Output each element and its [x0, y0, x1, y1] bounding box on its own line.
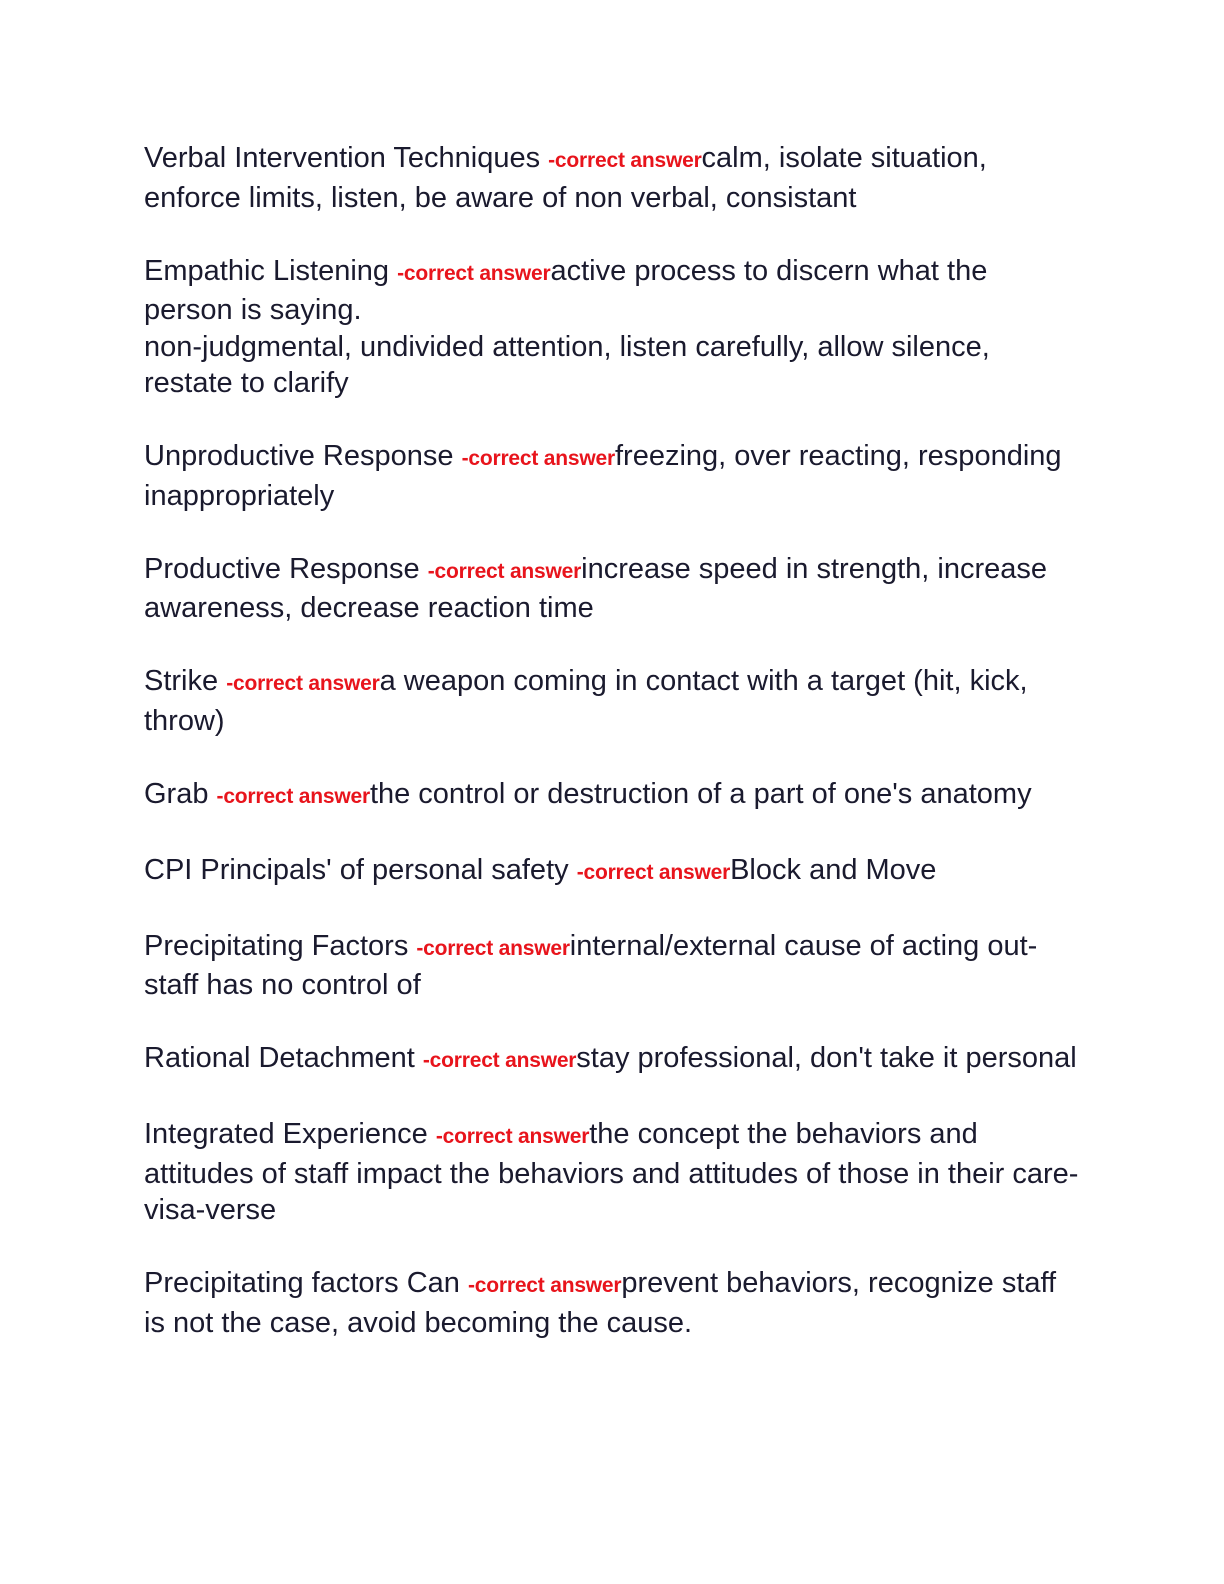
correct-answer-marker: -correct answer [461, 447, 615, 470]
correct-answer-marker: -correct answer [435, 1125, 590, 1148]
entry-term: Unproductive Response [144, 440, 462, 472]
flashcard-entry [144, 1116, 1084, 1229]
flashcard-entry [144, 140, 1084, 216]
entry-term: Verbal Intervention Techniques [144, 142, 549, 174]
correct-answer-marker: -correct answer [216, 784, 370, 808]
entry-definition: stay professional, don't take it personal [576, 1042, 1077, 1074]
correct-answer-marker: -correct answer [226, 672, 380, 695]
flashcard-entry [144, 852, 1084, 892]
entry-definition-line: non-judgmental, undivided attention, listen carefully, allow silence, restate to clarify [144, 330, 990, 399]
correct-answer-marker: -correct answer [422, 1049, 577, 1072]
entry-term: Integrated Experience [144, 1118, 436, 1150]
entry-definition: Block and Move [730, 853, 937, 886]
entry-definition: freezing, over reacting, responding inappropriately [144, 440, 1062, 512]
flashcard-entry [144, 438, 1084, 514]
flashcard-entry [144, 551, 1084, 627]
entry-definition: the concept the behaviors and attitudes of staff impact the behaviors and attitudes of those in their care- visa-verse [144, 1118, 1079, 1226]
entry-term: Productive Response [144, 552, 428, 585]
entry-term: Precipitating Factors [144, 929, 417, 962]
document-page [144, 140, 1084, 1378]
entry-definition: increase speed in strength, increase awareness, decrease reaction time [144, 552, 1048, 624]
entry-definition: the control or destruction of a part of one's anatomy [369, 777, 1032, 810]
entry-definition: prevent behaviors, recognize staff is not the case, avoid becoming the cause. [144, 1267, 1057, 1339]
correct-answer-marker: -correct answer [397, 261, 551, 285]
flashcard-entry [144, 1040, 1084, 1080]
correct-answer-marker: -correct answer [427, 559, 582, 583]
entry-term: Rational Detachment [144, 1042, 423, 1074]
flashcard-entry [144, 928, 1084, 1004]
entry-definition: active process to discern what the person is saying. [144, 254, 988, 326]
correct-answer-marker: -correct answer [467, 1274, 622, 1297]
entry-term: Empathic Listening [144, 254, 398, 287]
entry-definition: internal/external cause of acting out-staff has no control of [144, 929, 1038, 1001]
flashcard-entry [144, 776, 1084, 816]
flashcard-entry [144, 1265, 1084, 1341]
correct-answer-marker: -correct answer [576, 860, 731, 884]
flashcard-entry [144, 663, 1084, 739]
correct-answer-marker: -correct answer [548, 149, 702, 172]
entry-term: Grab [144, 777, 217, 810]
entry-definition: a weapon coming in contact with a target (hit, kick, throw) [144, 665, 1028, 737]
flashcard-entry [144, 253, 1084, 402]
entry-term: CPI Principals' of personal safety [144, 853, 577, 886]
entry-term: Precipitating factors Can [144, 1267, 468, 1299]
entry-definition: calm, isolate situation, enforce limits, listen, be aware of non verbal, consistant [144, 142, 987, 214]
correct-answer-marker: -correct answer [416, 936, 570, 960]
entry-term: Strike [144, 665, 227, 697]
